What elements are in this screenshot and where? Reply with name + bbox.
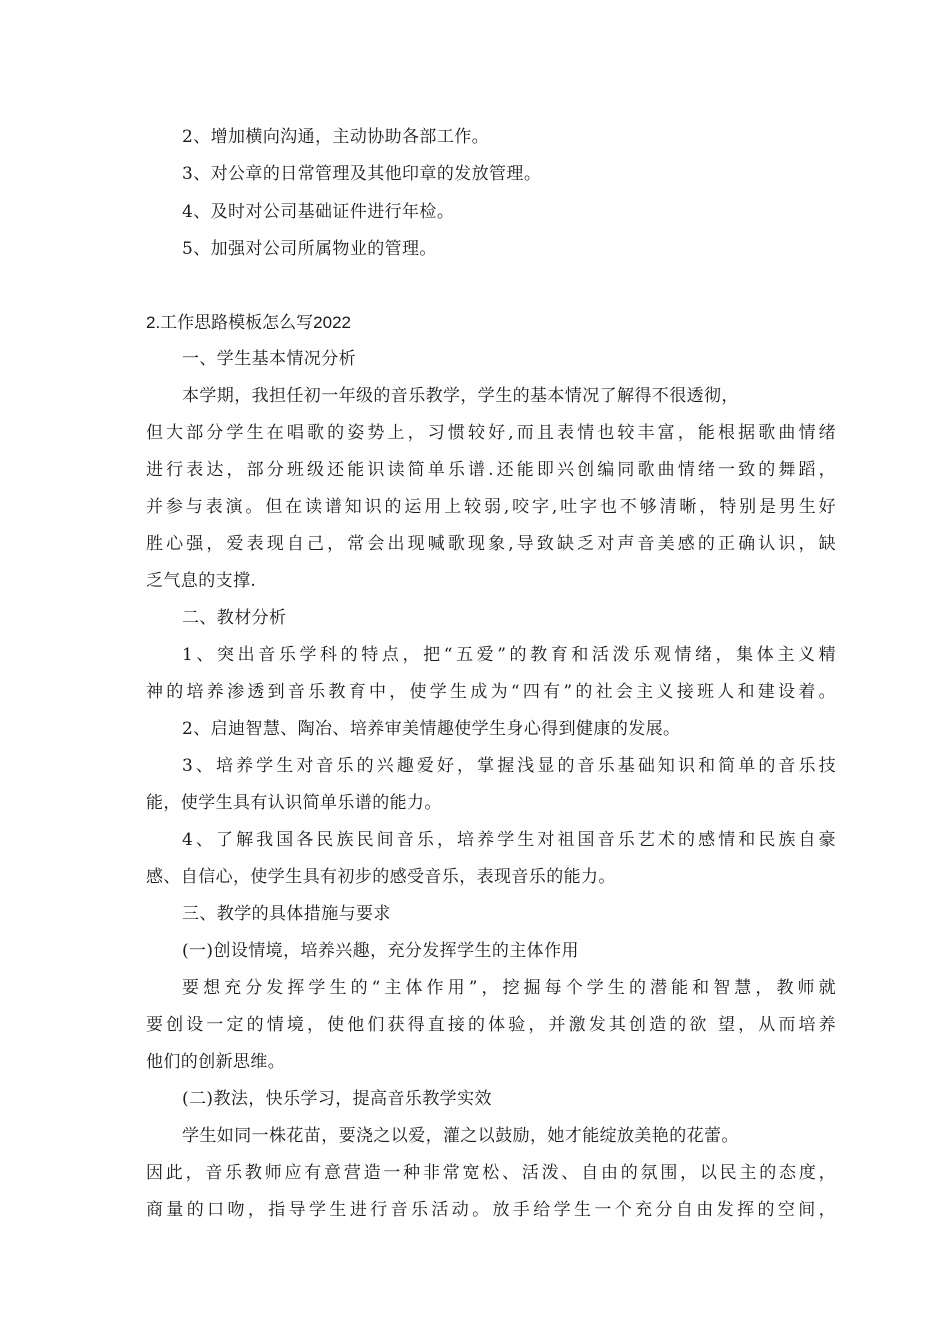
list-item: 4、了解我国各民族民间音乐，培养学生对祖国音乐艺术的感情和民族自豪: [182, 830, 836, 850]
list-item-continuation: 能，使学生具有认识简单乐谱的能力。: [146, 793, 442, 813]
list-item: 3、对公章的日常管理及其他印章的发放管理。: [182, 164, 542, 184]
list-item: 2、增加横向沟通，主动协助各部工作。: [182, 127, 490, 147]
paragraph-line: 学生如同一株花苗，要浇之以爱，灌之以鼓励，她才能绽放美艳的花蕾。: [182, 1126, 739, 1146]
list-item-continuation: 感、自信心，使学生具有初步的感受音乐，表现音乐的能力。: [146, 867, 616, 887]
section-heading: 一、学生基本情况分析: [182, 349, 356, 369]
list-item: 4、及时对公司基础证件进行年检。: [182, 202, 455, 222]
paragraph-line: 因此，音乐教师应有意营造一种非常宽松、活泼、自由的氛围，以民主的态度，: [146, 1163, 836, 1183]
list-item: 2、启迪智慧、陶冶、培养审美情趣使学生身心得到健康的发展。: [182, 719, 681, 739]
list-item: 1、突出音乐学科的特点，把“五爱”的教育和活泼乐观情绪，集体主义精: [182, 645, 836, 665]
subheading: (二)教法，快乐学习，提高音乐教学实效: [182, 1089, 492, 1109]
paragraph-line: 他们的创新思维。: [146, 1052, 286, 1072]
paragraph-line: 本学期，我担任初一年级的音乐教学，学生的基本情况了解得不很透彻，: [182, 386, 739, 406]
subheading: (一)创设情境，培养兴趣，充分发挥学生的主体作用: [182, 941, 579, 961]
paragraph-line: 胜心强，爱表现自己，常会出现喊歌现象,导致缺乏对声音美感的正确认识，缺: [146, 534, 836, 554]
paragraph-line: 要创设一定的情境，使他们获得直接的体验，并激发其创造的欲 望，从而培养: [146, 1015, 836, 1035]
list-item: 3、培养学生对音乐的兴趣爱好，掌握浅显的音乐基础知识和简单的音乐技: [182, 756, 836, 776]
paragraph-line: 商量的口吻，指导学生进行音乐活动。放手给学生一个充分自由发挥的空间，: [146, 1200, 836, 1220]
paragraph-line: 并参与表演。但在读谱知识的运用上较弱,咬字,吐字也不够清晰，特别是男生好: [146, 497, 836, 517]
paragraph-line: 进行表达，部分班级还能识读简单乐谱.还能即兴创编同歌曲情绪一致的舞蹈，: [146, 460, 836, 480]
paragraph-line: 乏气息的支撑.: [146, 571, 257, 591]
paragraph-line: 要想充分发挥学生的“主体作用”，挖掘每个学生的潜能和智慧，教师就: [182, 978, 836, 998]
list-item: 5、加强对公司所属物业的管理。: [182, 239, 437, 259]
list-item-continuation: 神的培养渗透到音乐教育中，使学生成为“四有”的社会主义接班人和建设着。: [146, 682, 836, 702]
section-heading: 三、教学的具体措施与要求: [182, 904, 391, 924]
paragraph-line: 但大部分学生在唱歌的姿势上，习惯较好,而且表情也较丰富，能根据歌曲情绪: [146, 423, 836, 443]
section-title: 2.工作思路模板怎么写2022: [146, 313, 351, 332]
section-heading: 二、教材分析: [182, 608, 287, 628]
